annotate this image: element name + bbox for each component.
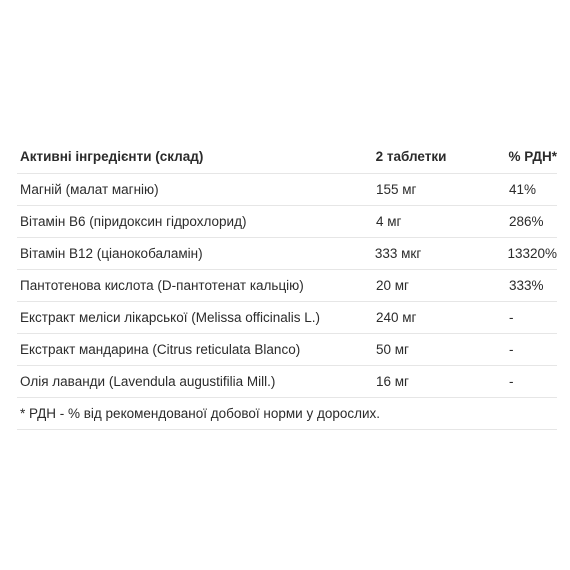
ingredient-rdn: -	[509, 342, 514, 357]
ingredient-name: Олія лаванди (Lavendula augustifilia Mill.)	[20, 374, 276, 389]
ingredient-name: Екстракт мандарина (Citrus reticulata Blanco)	[20, 342, 301, 357]
ingredient-rdn: 286%	[509, 214, 544, 229]
ingredient-name: Вітамін В6 (піридоксин гідрохлорид)	[20, 214, 247, 229]
ingredient-rdn: -	[509, 310, 514, 325]
ingredient-rdn: 41%	[509, 182, 537, 197]
ingredient-name: Вітамін В12 (ціанокобаламін)	[20, 246, 203, 261]
header-ingredients: Активні інгредієнти (склад)	[20, 149, 204, 164]
ingredient-dose: 50 мг	[376, 342, 409, 357]
ingredient-rdn: -	[509, 374, 514, 389]
table-row	[17, 206, 557, 238]
ingredient-dose: 240 мг	[376, 310, 417, 325]
ingredients-table	[17, 140, 557, 430]
table-row	[17, 366, 557, 398]
table-row	[17, 238, 557, 270]
table-row	[17, 174, 557, 206]
ingredient-dose: 20 мг	[376, 278, 409, 293]
table-header-row	[17, 140, 557, 174]
table-footnote: * РДН - % від рекомендованої добової норми у дорослих.	[17, 398, 557, 430]
ingredient-dose: 16 мг	[376, 374, 409, 389]
header-rdn: % РДН*	[508, 149, 557, 164]
ingredient-name: Екстракт меліси лікарської (Melissa officinalis L.)	[20, 310, 320, 325]
header-dose: 2 таблетки	[375, 149, 447, 164]
ingredient-dose: 333 мкг	[374, 246, 422, 261]
ingredient-rdn: 13320%	[507, 246, 557, 261]
ingredient-dose: 155 мг	[376, 182, 417, 197]
ingredient-name: Пантотенова кислота (D-пантотенат кальцію)	[20, 278, 304, 293]
table-row	[17, 270, 557, 302]
table-row	[17, 334, 557, 366]
ingredient-rdn: 333%	[509, 278, 544, 293]
ingredient-dose: 4 мг	[376, 214, 402, 229]
table-row	[17, 302, 557, 334]
ingredient-name: Магній (малат магнію)	[20, 182, 159, 197]
